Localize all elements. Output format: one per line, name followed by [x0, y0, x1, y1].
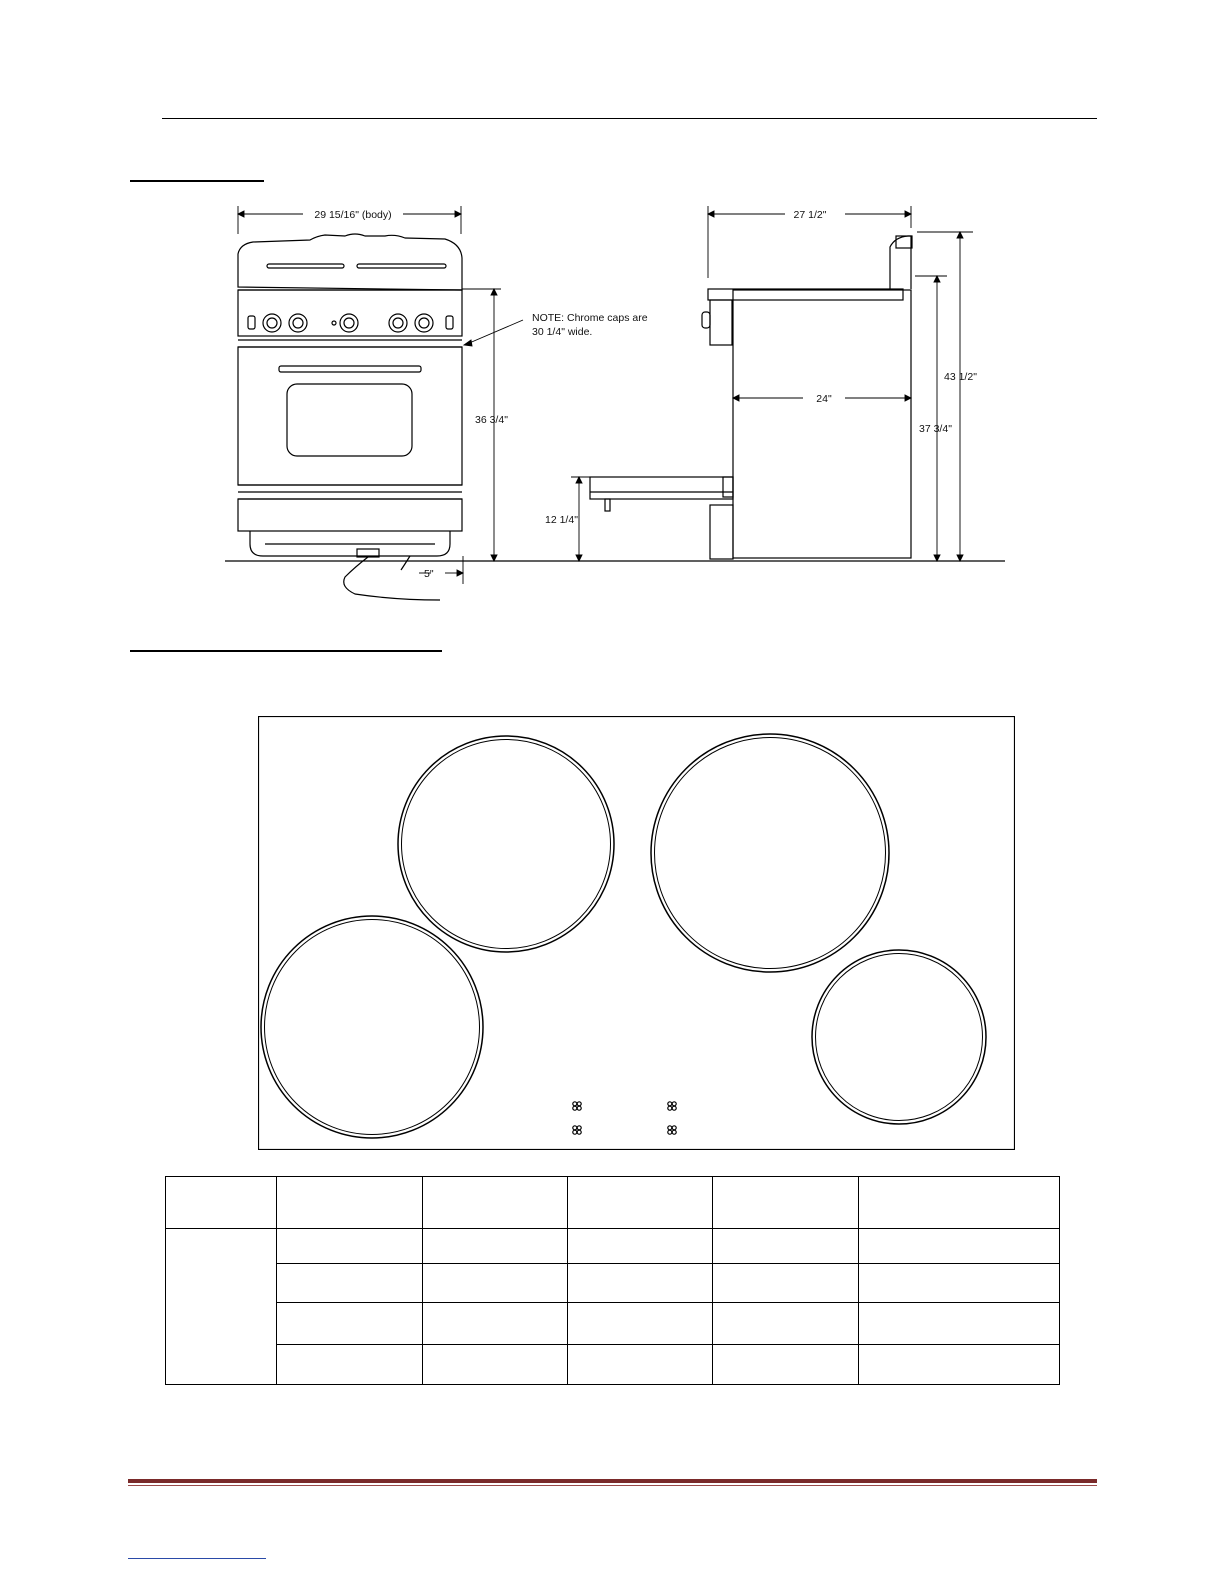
- table-cell: [277, 1345, 423, 1385]
- burner-bottom-right: [812, 950, 986, 1124]
- table-row: [166, 1264, 1060, 1303]
- knob-icon: [573, 1102, 581, 1110]
- table-cell: [568, 1264, 713, 1303]
- table-cell: [423, 1229, 568, 1264]
- table-cell: [568, 1345, 713, 1385]
- table-cell-merged: [166, 1229, 277, 1385]
- dim-front-height: 36 3/4": [475, 414, 508, 426]
- table-cell: [859, 1177, 1060, 1229]
- dim-depth: 27 1/2": [793, 209, 827, 221]
- section-2-heading-underline: [130, 650, 442, 652]
- table-cell: [423, 1345, 568, 1385]
- table-cell: [713, 1345, 859, 1385]
- table-cell: [423, 1303, 568, 1345]
- knob-icon: [573, 1126, 581, 1134]
- dim-body-width: 29 15/16" (body): [314, 209, 392, 221]
- range-dimension-diagram: [205, 192, 1005, 612]
- control-knob-icons: [573, 1102, 676, 1134]
- specification-table: [165, 1176, 1060, 1385]
- knob-icon: [668, 1102, 676, 1110]
- table-row: [166, 1229, 1060, 1264]
- footer-rule-thin: [128, 1485, 1097, 1486]
- cooktop-layout-diagram: [258, 716, 1015, 1150]
- footer-rule: [128, 1479, 1097, 1483]
- table-cell: [713, 1177, 859, 1229]
- knob-icon: [668, 1126, 676, 1134]
- dim-backsplash-height: 43 1/2": [944, 371, 977, 383]
- table-row: [166, 1303, 1060, 1345]
- burner-top-right: [651, 734, 889, 972]
- dim-inner-depth: 24": [816, 393, 832, 405]
- table-row: [166, 1345, 1060, 1385]
- burner-top-left: [398, 736, 614, 952]
- section-1-heading-underline: [130, 180, 264, 182]
- burner-bottom-left: [261, 916, 483, 1138]
- table-cell: [859, 1345, 1060, 1385]
- table-cell: [568, 1177, 713, 1229]
- chrome-caps-note-line1: NOTE: Chrome caps are: [532, 312, 648, 324]
- table-cell: [568, 1229, 713, 1264]
- table-cell: [277, 1177, 423, 1229]
- dim-drawer-height: 12 1/4": [545, 514, 578, 526]
- footer-link-underline[interactable]: [128, 1558, 266, 1559]
- table-cell: [423, 1264, 568, 1303]
- table-cell: [277, 1229, 423, 1264]
- table-cell: [713, 1303, 859, 1345]
- header-rule: [162, 118, 1097, 119]
- front-view-drawing: [238, 234, 462, 600]
- table-cell: [713, 1229, 859, 1264]
- table-cell: [277, 1303, 423, 1345]
- dim-side-height: 37 3/4": [919, 423, 952, 435]
- dim-cord-offset: 5": [424, 568, 434, 580]
- table-header-row: [166, 1177, 1060, 1229]
- table-cell: [713, 1264, 859, 1303]
- side-view-drawing: [590, 236, 912, 559]
- table-cell: [423, 1177, 568, 1229]
- table-cell: [568, 1303, 713, 1345]
- table-cell: [166, 1177, 277, 1229]
- table-cell: [859, 1303, 1060, 1345]
- table-cell: [277, 1264, 423, 1303]
- chrome-caps-note-line2: 30 1/4" wide.: [532, 326, 593, 338]
- table-cell: [859, 1229, 1060, 1264]
- table-cell: [859, 1264, 1060, 1303]
